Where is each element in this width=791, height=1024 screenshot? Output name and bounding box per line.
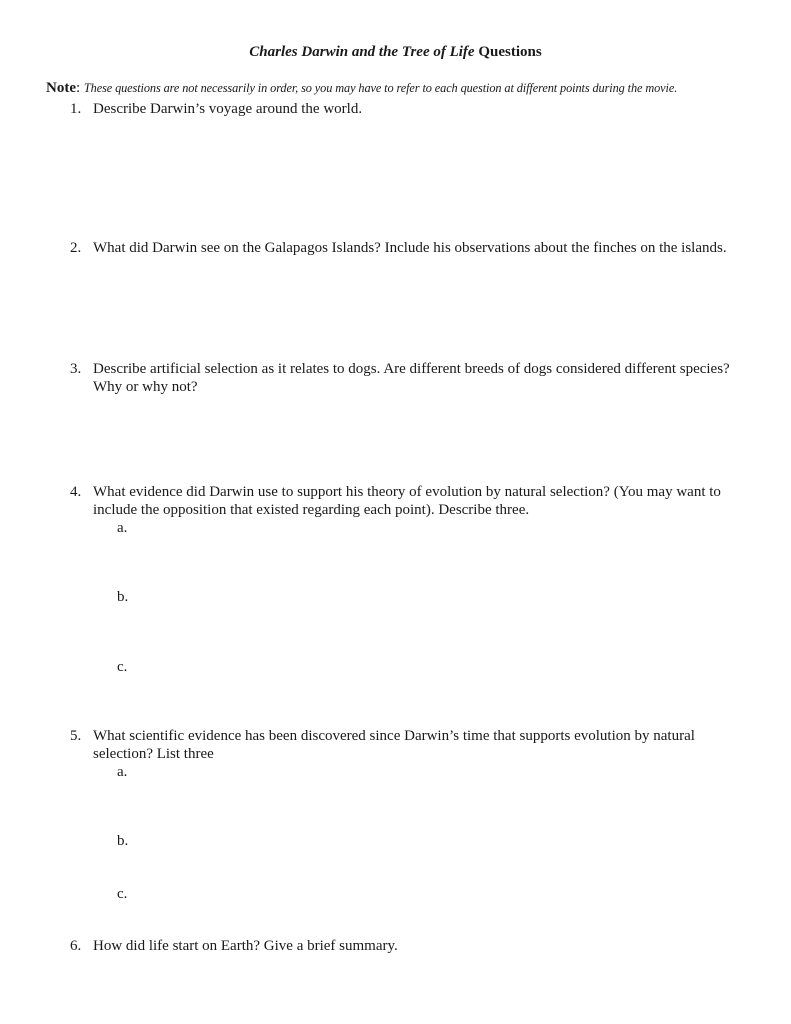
title-suffix: Questions — [474, 44, 542, 60]
question-4 — [70, 483, 750, 519]
question-5-subitem-a: a. — [117, 764, 128, 780]
note-colon: : — [76, 80, 84, 96]
document-title — [0, 44, 791, 61]
question-5-subitem-c: c. — [117, 886, 128, 902]
question-3 — [70, 360, 750, 396]
question-text: What evidence did Darwin use to support his theory of evolution by natural selection? (You may want to include the opposition that existed regarding each point). Describe three. — [93, 484, 721, 518]
question-text: What did Darwin see on the Galapagos Islands? Include his observations about the finches on the islands. — [93, 240, 727, 256]
question-text: How did life start on Earth? Give a brief summary. — [93, 938, 398, 954]
question-text: Describe artificial selection as it relates to dogs. Are different breeds of dogs considered different species? Why or why not? — [93, 361, 730, 395]
question-4-subitem-c: c. — [117, 659, 128, 675]
question-4-subitem-a: a. — [117, 520, 128, 536]
question-6 — [70, 937, 750, 955]
question-1 — [70, 100, 750, 118]
title-film-name: Charles Darwin and the Tree of Life — [249, 44, 475, 60]
question-5-subitem-b: b. — [117, 833, 129, 849]
note-text: These questions are not necessarily in order, so you may have to refer to each question at different points during the movie. — [83, 81, 678, 95]
question-number: 3. — [70, 361, 82, 377]
question-number: 5. — [70, 728, 82, 744]
question-text: What scientific evidence has been discovered since Darwin’s time that supports evolution by natural selection? List three — [93, 728, 695, 762]
note-label: Note — [46, 80, 76, 96]
question-number: 6. — [70, 938, 82, 954]
question-number: 4. — [70, 484, 82, 500]
question-number: 1. — [70, 101, 82, 117]
question-number: 2. — [70, 240, 82, 256]
question-2 — [70, 239, 750, 257]
question-text: Describe Darwin’s voyage around the world. — [93, 101, 363, 117]
question-5 — [70, 727, 750, 763]
question-4-subitem-b: b. — [117, 589, 129, 605]
instructions-note — [46, 80, 677, 97]
